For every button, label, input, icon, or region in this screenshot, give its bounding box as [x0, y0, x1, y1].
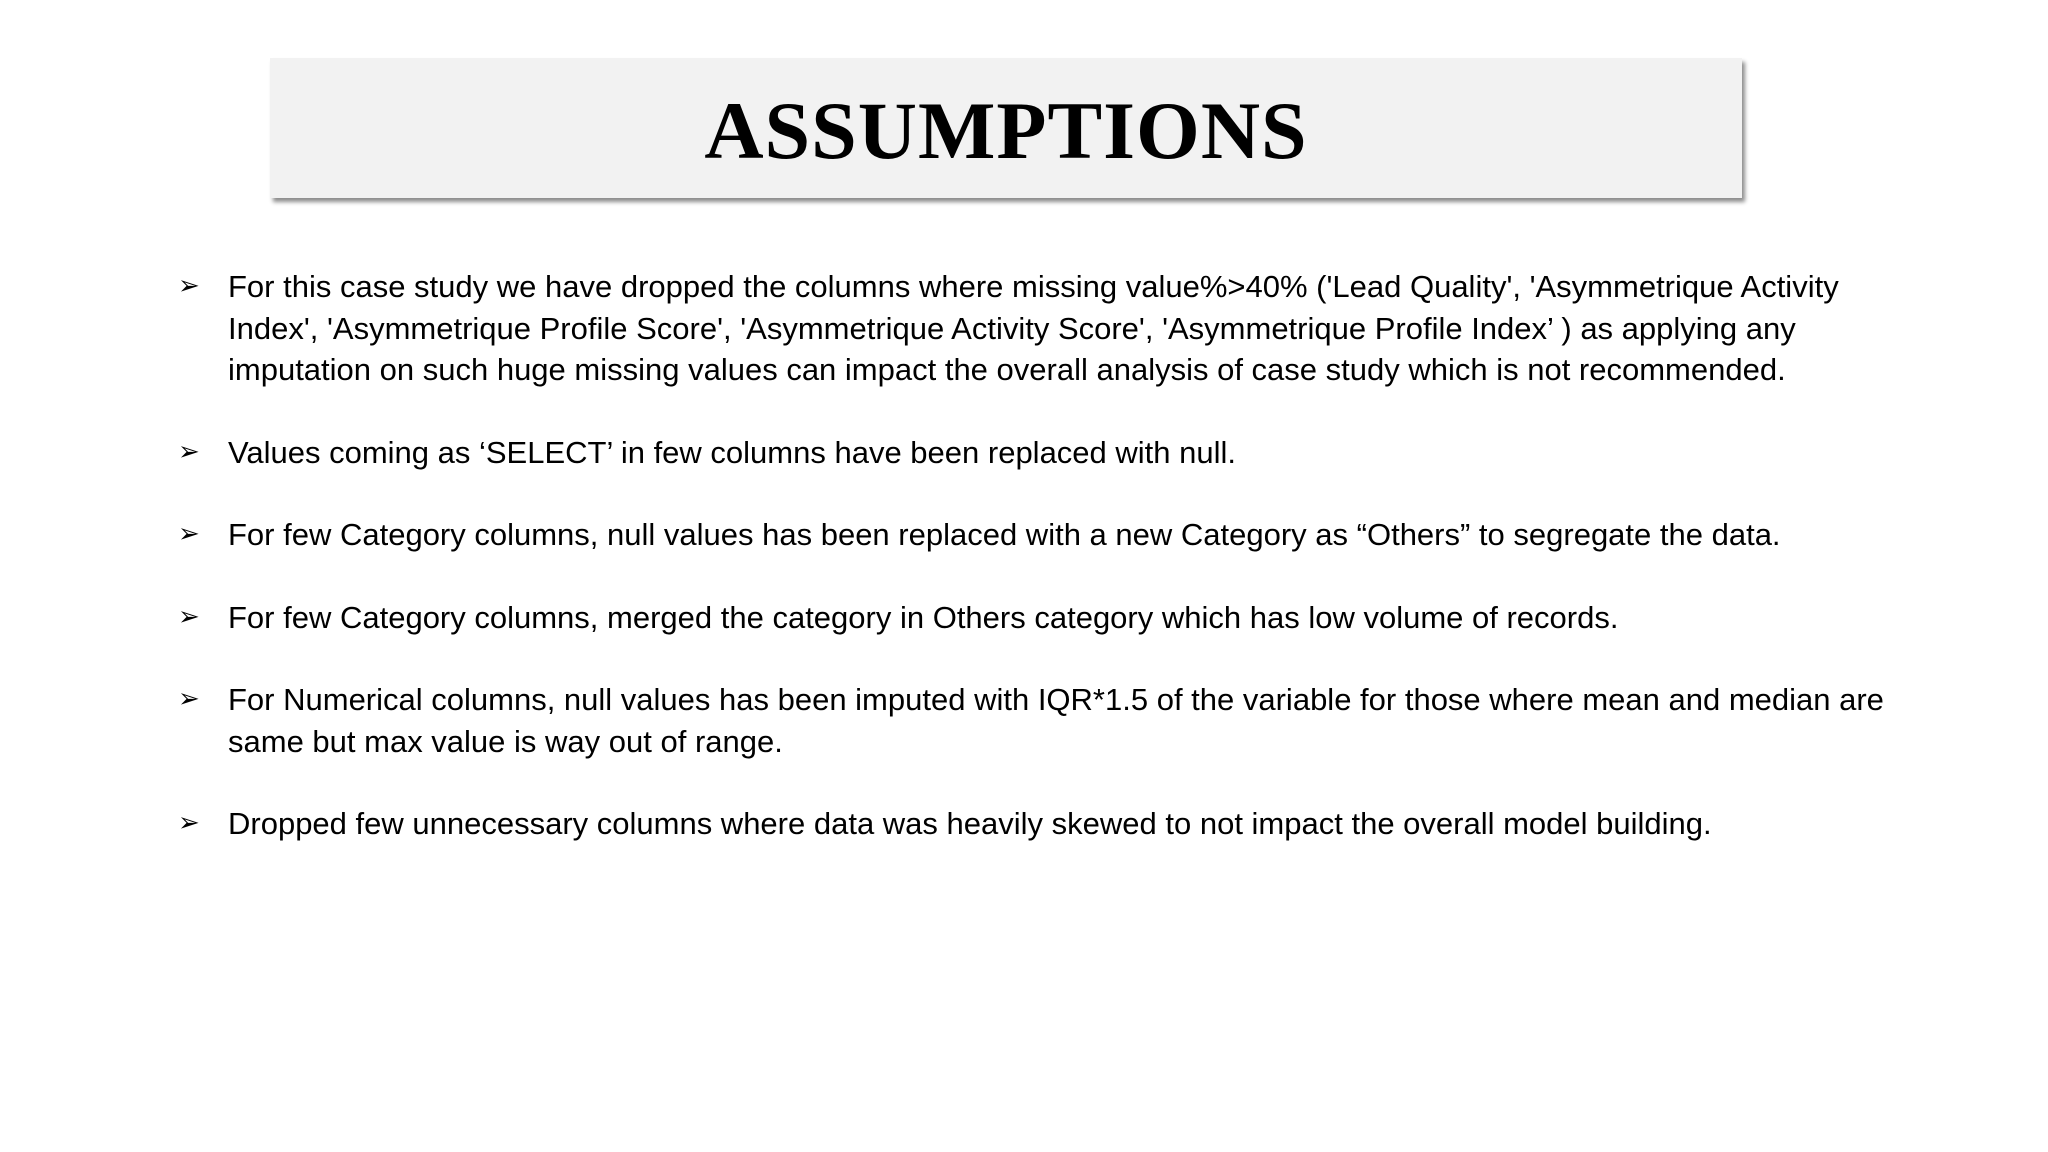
list-item	[178, 597, 1888, 639]
list-item	[178, 803, 1888, 845]
slide-title: ASSUMPTIONS	[704, 85, 1308, 176]
arrowhead-bullet-icon: ➢	[178, 808, 200, 838]
arrowhead-bullet-icon: ➢	[178, 271, 200, 301]
list-item-text: For this case study we have dropped the columns where missing value%>40% ('Lead Quality', 'Asymmetrique Activity Index', 'Asymmetrique Profile Score', 'Asymmetrique Activity Score', 'Asymmetrique Profile Index’ ) as applying any imputation on such huge missing values can impact the overall analysis of case study which is not recommended.	[228, 269, 1839, 387]
list-item-text: For few Category columns, merged the category in Others category which has low volume of records.	[228, 599, 1619, 635]
arrowhead-bullet-icon: ➢	[178, 519, 200, 549]
list-item-text: For Numerical columns, null values has been imputed with IQR*1.5 of the variable for those where mean and median are same but max value is way out of range.	[228, 682, 1884, 759]
list-item-text: For few Category columns, null values has been replaced with a new Category as “Others” to segregate the data.	[228, 517, 1781, 552]
assumptions-list	[178, 266, 1888, 886]
list-item-text: Dropped few unnecessary columns where data was heavily skewed to not impact the overall model building.	[228, 806, 1712, 841]
list-item	[178, 432, 1888, 474]
arrowhead-bullet-icon: ➢	[178, 601, 200, 632]
list-item	[178, 514, 1888, 556]
arrowhead-bullet-icon: ➢	[178, 684, 200, 714]
list-item	[178, 266, 1888, 391]
list-item	[178, 679, 1888, 762]
title-banner	[270, 58, 1742, 198]
arrowhead-bullet-icon: ➢	[178, 436, 200, 467]
list-item-text: Values coming as ‘SELECT’ in few columns have been replaced with null.	[228, 434, 1237, 470]
